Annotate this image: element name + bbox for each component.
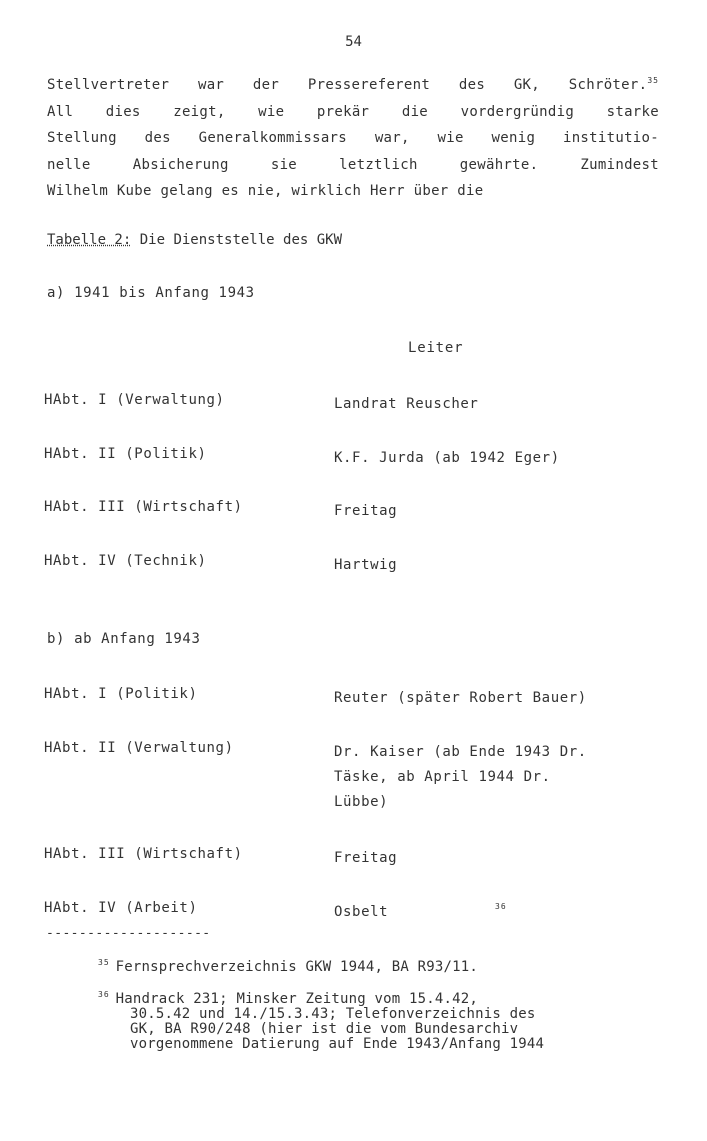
department-cell: HAbt. III (Wirtschaft) (44, 499, 243, 515)
paragraph-line: Wilhelm Kube gelang es nie, wirklich Herr über die (47, 183, 484, 199)
leader-line: Lübbe) (334, 794, 389, 810)
paragraph-line: nelle Absicherung sie letztlich gewährte. Zumindest (47, 156, 659, 173)
footnote-marker: 35 (98, 958, 110, 967)
footnote-text: Handrack 231; Minsker Zeitung vom 15.4.42, (115, 991, 479, 1007)
department-cell: HAbt. II (Politik) (44, 446, 207, 462)
leader-cell: K.F. Jurda (ab 1942 Eger) (334, 450, 560, 466)
footnote-reference: 35 (647, 76, 659, 85)
leader-line: Dr. Kaiser (ab Ende 1943 Dr. (334, 744, 587, 760)
department-cell: HAbt. I (Politik) (44, 686, 198, 702)
paragraph-line (47, 68, 659, 99)
table-footnote-reference: 36 (495, 902, 507, 911)
leader-cell: Reuter (später Robert Bauer) (334, 690, 587, 706)
column-header-leiter: Leiter (408, 340, 464, 356)
paragraph-line-text: Stellvertreter war der Pressereferent des GK, Schröter. (47, 77, 648, 93)
footnote-text: Fernsprechverzeichnis GKW 1944, BA R93/11. (115, 959, 479, 975)
department-cell: HAbt. II (Verwaltung) (44, 740, 234, 756)
department-cell: HAbt. I (Verwaltung) (44, 392, 225, 408)
footnote-text: GK, BA R90/248 (hier ist die vom Bundesarchiv (130, 1021, 519, 1037)
footnote-36 (98, 987, 544, 1052)
leader-cell (334, 740, 587, 815)
section-b-heading: b) ab Anfang 1943 (47, 631, 201, 647)
footnote-35 (98, 955, 478, 975)
department-cell: HAbt. III (Wirtschaft) (44, 846, 243, 862)
footnote-first-line (98, 959, 478, 975)
leader-line: Täske, ab April 1944 Dr. (334, 769, 551, 785)
footnote-first-line (98, 991, 478, 1007)
footnote-marker: 36 (98, 990, 110, 999)
leader-cell: Freitag (334, 503, 398, 519)
table-caption-text: Die Dienststelle des GKW (139, 232, 343, 248)
table-caption-label: Tabelle 2: (47, 232, 132, 248)
page-number: 54 (345, 34, 362, 50)
department-cell: HAbt. IV (Technik) (44, 553, 207, 569)
leader-cell: Hartwig (334, 557, 398, 573)
leader-cell: Landrat Reuscher (334, 396, 479, 412)
footnote-text: 30.5.42 und 14./15.3.43; Telefonverzeichnis des (130, 1006, 536, 1022)
leader-cell: Freitag (334, 850, 398, 866)
section-a-heading: a) 1941 bis Anfang 1943 (47, 285, 255, 301)
footnote-separator: -------------------- (46, 926, 211, 941)
department-cell: HAbt. IV (Arbeit) (44, 900, 198, 916)
leader-cell: Osbelt (334, 904, 389, 920)
table-caption (47, 232, 342, 248)
footnote-text: vorgenommene Datierung auf Ende 1943/Anfang 1944 (130, 1036, 545, 1052)
paragraph-line: All dies zeigt, wie prekär die vordergründig starke (47, 103, 659, 120)
paragraph-line: Stellung des Generalkommissars war, wie wenig institutio- (47, 130, 659, 146)
body-paragraph (47, 68, 659, 205)
